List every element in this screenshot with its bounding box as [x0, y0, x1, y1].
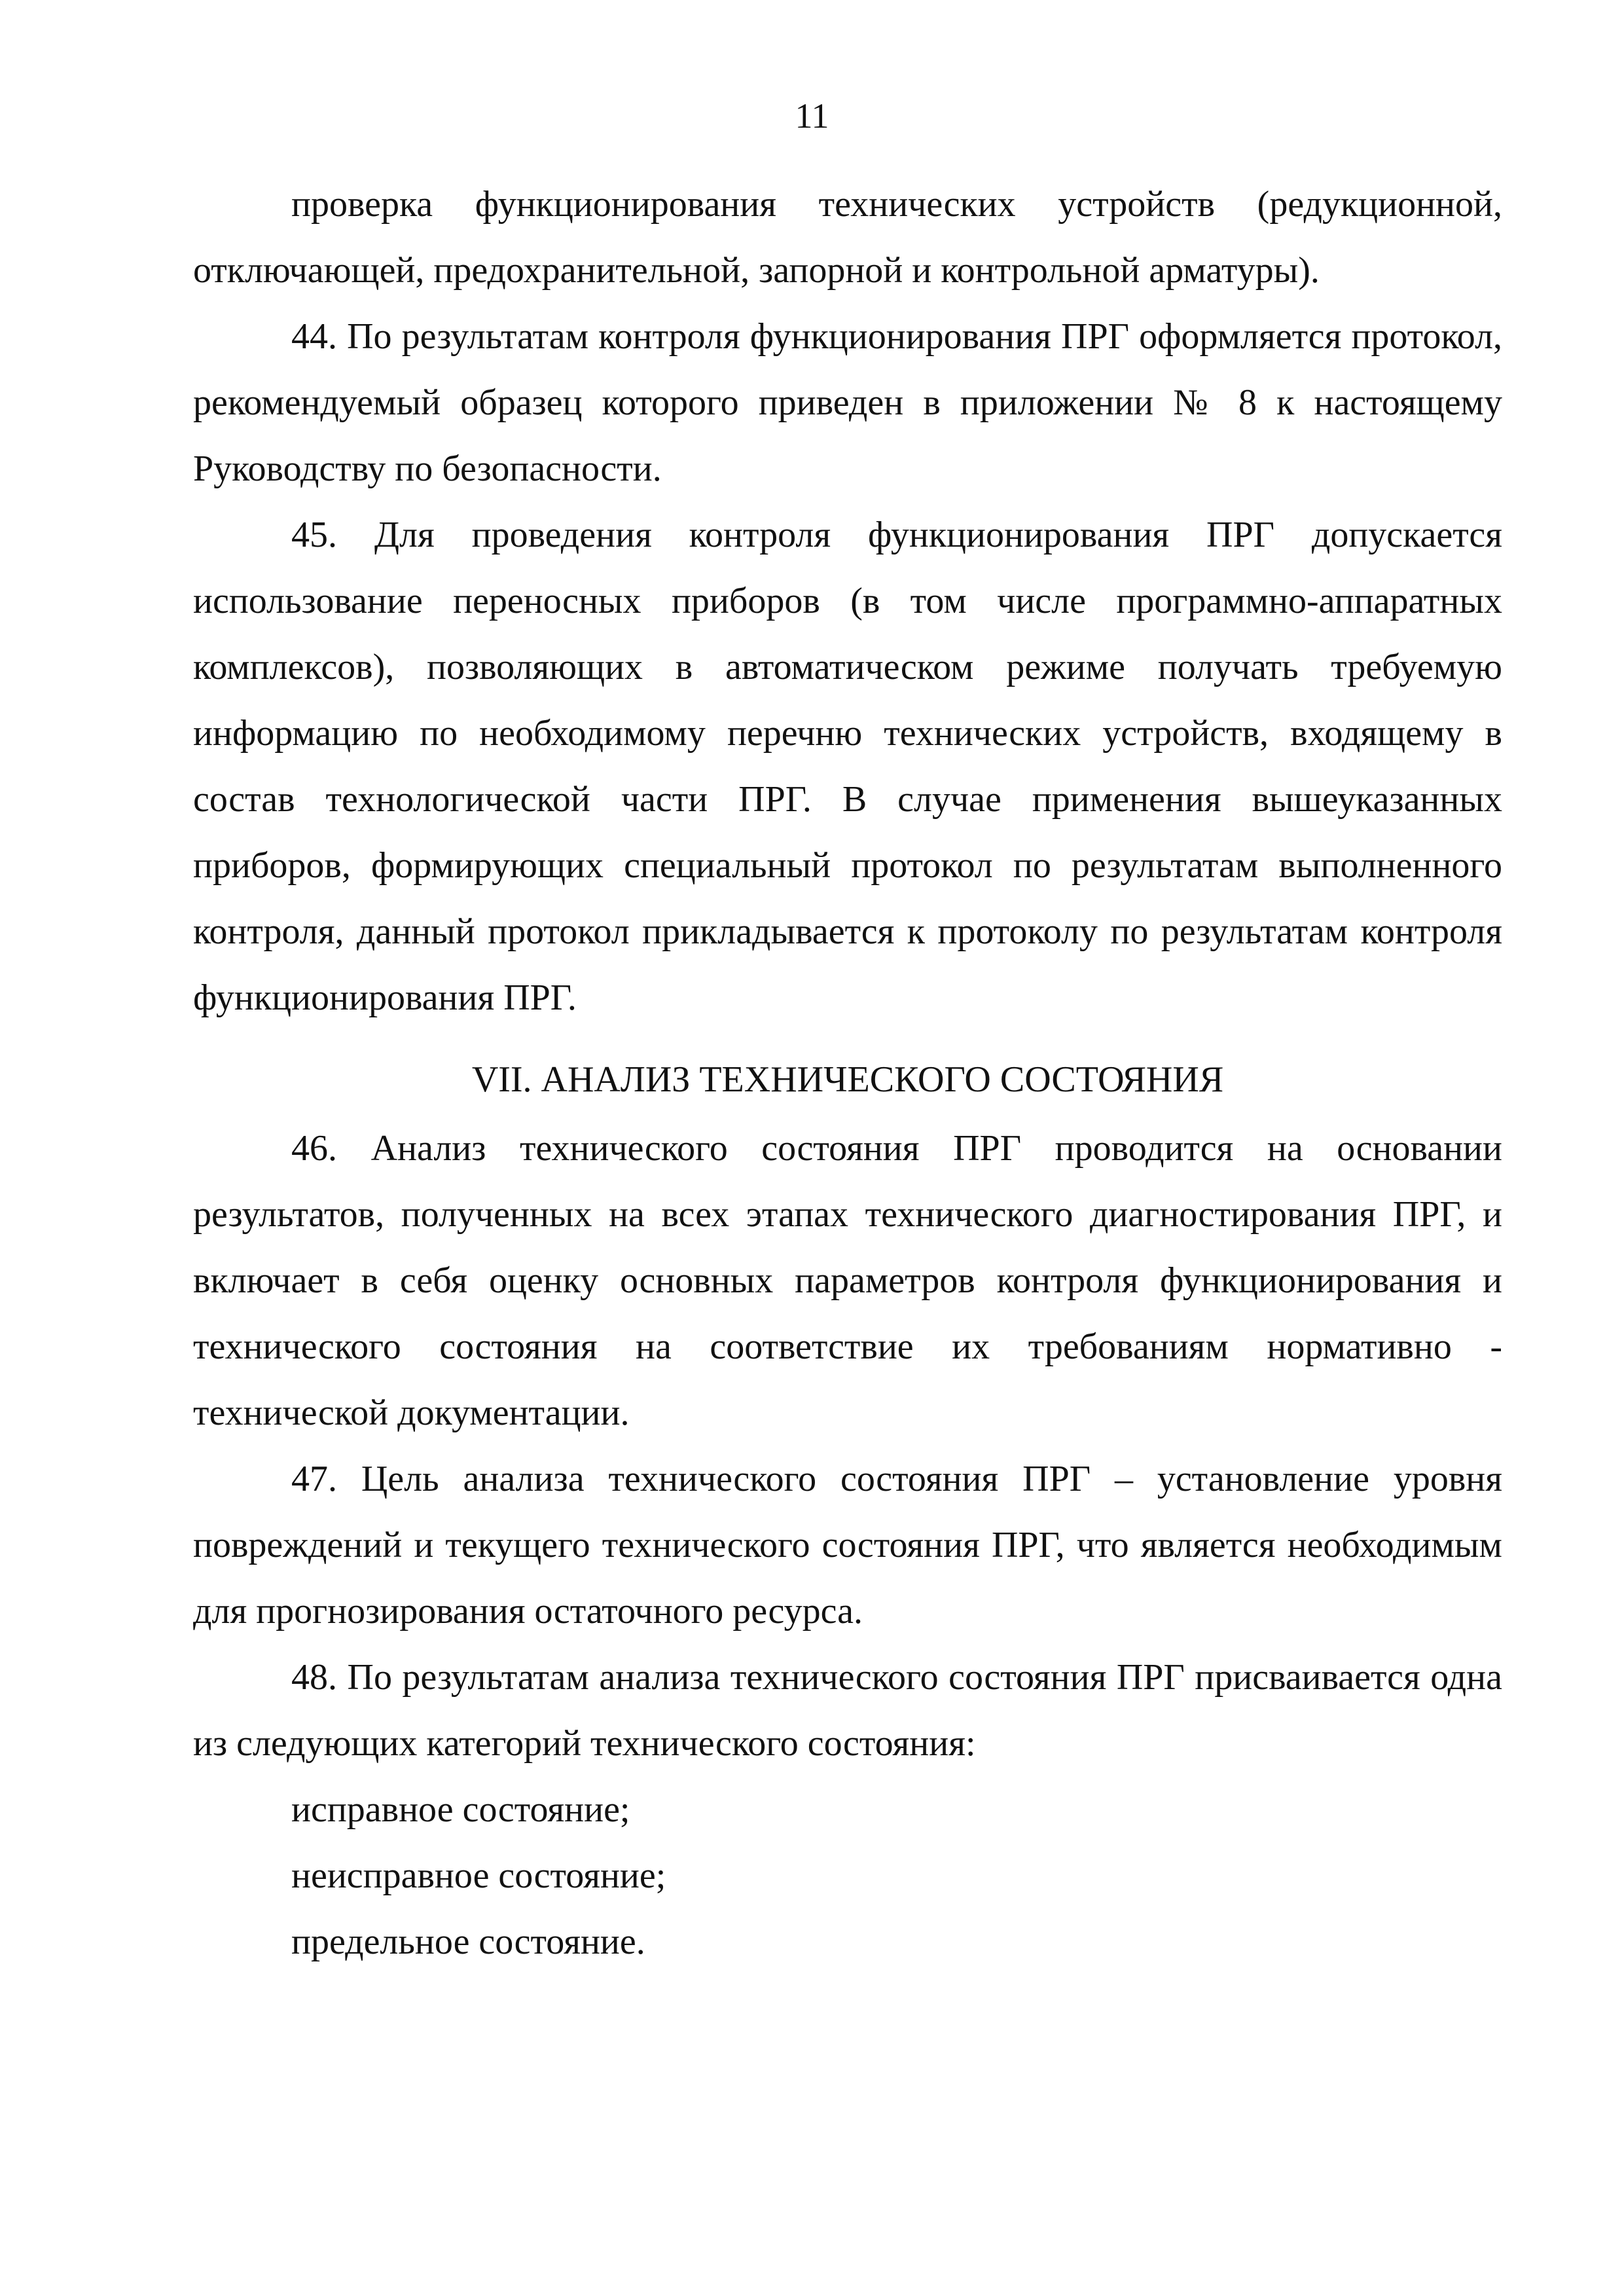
page-number: 11 [795, 96, 829, 136]
category-item-serviceable: исправное состояние; [291, 1789, 630, 1830]
document-body [193, 172, 1502, 1975]
paragraph-45: 45. Для проведения контроля функционирования ПРГ допускается использование переносных приборов (в том числе программно-аппаратных комплексов), позволяющих в автоматическом режиме получать требуемую информацию по необходимому перечню технических устройств, входящему в состав технологической части ПРГ. В случае применения вышеуказанных приборов, формирующих специальный протокол по результатам выполненного контроля, данный протокол прикладывается к протоколу по результатам контроля функционирования ПРГ. [193, 515, 1502, 1018]
category-item-limit: предельное состояние. [291, 1922, 645, 1962]
paragraph-continuation: проверка функционирования технических устройств (редукционной, отключающей, предохранительной, запорной и контрольной арматуры). [193, 184, 1502, 291]
paragraph-48: 48. По результатам анализа технического состояния ПРГ присваивается одна из следующих категорий технического состояния: [193, 1657, 1502, 1764]
paragraph-44: 44. По результатам контроля функционирования ПРГ оформляется протокол, рекомендуемый образец которого приведен в приложении № 8 к настоящему Руководству по безопасности. [193, 316, 1502, 489]
category-item-faulty: неисправное состояние; [291, 1855, 666, 1896]
paragraph-46: 46. Анализ технического состояния ПРГ проводится на основании результатов, полученных на всех этапах технического диагностирования ПРГ, и включает в себя оценку основных параметров контроля функционирования и технического состояния на соответствие их требованиям нормативно - технической документации. [193, 1128, 1502, 1433]
paragraph-47: 47. Цель анализа технического состояния ПРГ – установление уровня повреждений и текущего технического состояния ПРГ, что является необходимым для прогнозирования остаточного ресурса. [193, 1459, 1502, 1631]
section-heading: VII. АНАЛИЗ ТЕХНИЧЕСКОГО СОСТОЯНИЯ [471, 1059, 1224, 1100]
